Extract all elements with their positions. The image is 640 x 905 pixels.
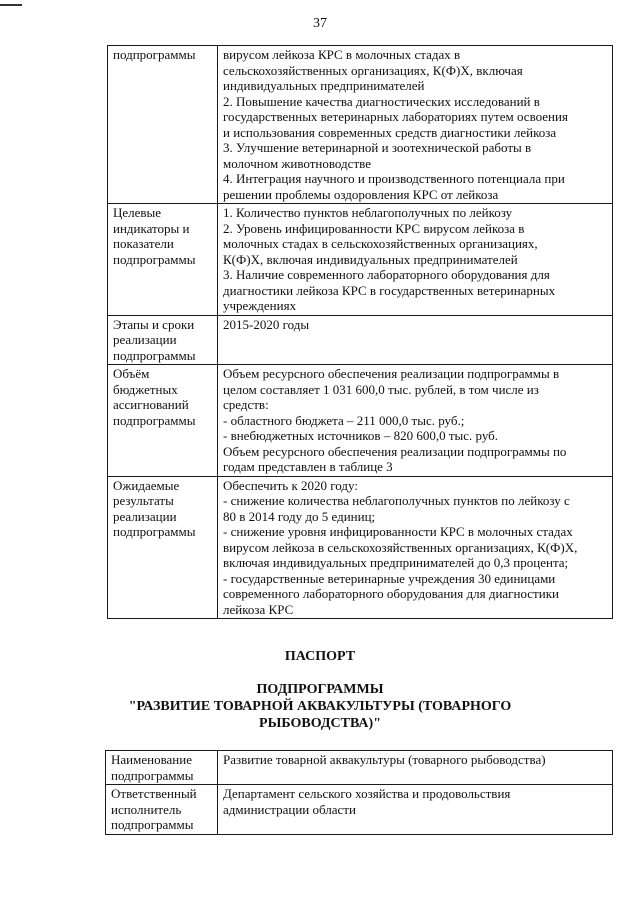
table-row xyxy=(106,751,613,785)
table-one-body xyxy=(108,46,613,619)
row-content-line: Департамент сельского хозяйства и продовольствия xyxy=(223,786,511,801)
row-label-cell xyxy=(108,365,218,477)
row-content-line: 3. Улучшение ветеринарной и зоотехнической работы в xyxy=(223,140,532,155)
table-row xyxy=(108,365,613,477)
row-label-line: подпрограммы xyxy=(111,767,194,783)
row-label-line: подпрограммы xyxy=(113,524,196,539)
subprogram-title xyxy=(0,681,640,732)
row-label-line: индикаторы и xyxy=(113,220,190,236)
row-content-line: - снижение количества неблагополучных пунктов по лейкозу с xyxy=(223,493,570,508)
row-content-cell xyxy=(218,785,613,835)
passport-title: ПАСПОРТ xyxy=(284,649,356,664)
row-content-line: целом составляет 1 031 600,0 тыс. рублей, в том числе из xyxy=(223,381,539,397)
row-content-line: сельскохозяйственных организациях, К(Ф)Х, включая xyxy=(223,62,523,78)
row-content-line: современного лабораторного оборудования для диагностики xyxy=(223,586,559,601)
row-content-line: 80 в 2014 году до 5 единиц; xyxy=(223,508,376,524)
row-label-line: подпрограммы xyxy=(113,347,196,363)
row-content-line: - внебюджетных источников – 820 600,0 тыс. руб. xyxy=(223,428,499,443)
row-content-line: - снижение уровня инфицированности КРС в молочных стадах xyxy=(223,524,573,539)
row-label-line: Целевые xyxy=(113,205,162,220)
row-content-line: Развитие товарной аквакультуры (товарного рыбоводства) xyxy=(223,752,546,767)
row-content-line: К(Ф)Х, включая индивидуальных предпринимателей xyxy=(223,251,518,267)
row-label-line: подпрограммы xyxy=(113,412,196,428)
row-label-cell xyxy=(108,46,218,204)
row-content-line: - областного бюджета – 211 000,0 тыс. руб.; xyxy=(223,412,465,428)
row-content-cell xyxy=(218,46,613,204)
row-content-line: диагностики лейкоза КРС в государственных ветеринарных xyxy=(223,282,556,298)
subprogram-title-line: ПОДПРОГРАММЫ xyxy=(256,682,384,697)
table-row xyxy=(108,476,613,619)
row-content-line: - государственные ветеринарные учреждения 30 единицами xyxy=(223,570,556,586)
row-label-cell xyxy=(108,204,218,316)
row-content-line: лейкоза КРС xyxy=(223,601,294,617)
subprogram-title-line: РЫБОВОДСТВА)" xyxy=(259,716,381,731)
row-content-cell xyxy=(218,204,613,316)
row-content-line: Обеспечить к 2020 году: xyxy=(223,477,358,493)
row-content-cell xyxy=(218,476,613,619)
table-row xyxy=(108,46,613,204)
row-label-cell xyxy=(106,785,218,835)
page-number: 37 xyxy=(313,16,327,31)
row-content-line: и использования современных средств диагностики лейкоза xyxy=(223,124,557,140)
row-label-line: Этапы и сроки xyxy=(113,316,195,332)
row-content-line: учреждениях xyxy=(223,298,297,313)
row-content-line: Объем ресурсного обеспечения реализации подпрограммы в xyxy=(223,366,560,381)
row-content-cell xyxy=(218,751,613,785)
row-content-line: вирусом лейкоза КРС в молочных стадах в xyxy=(223,47,461,62)
row-content-line: Объем ресурсного обеспечения реализации подпрограммы по xyxy=(223,443,567,459)
row-label-line: Объём xyxy=(113,366,150,381)
row-content-line: молочных стадах в сельскохозяйственных организациях, xyxy=(223,236,538,251)
row-label-line: ассигнований xyxy=(113,397,189,412)
aquaculture-passport-table xyxy=(105,750,613,835)
row-content-line: включая индивидуальных предпринимателей до 0,3 процента; xyxy=(223,555,569,570)
row-label-cell xyxy=(108,476,218,619)
row-label-line: Ответственный xyxy=(111,786,197,801)
row-content-line: средств: xyxy=(223,397,269,412)
row-label-line: подпрограммы xyxy=(113,47,196,62)
row-content-line: годам представлен в таблице 3 xyxy=(223,459,393,474)
row-label-line: Ожидаемые xyxy=(113,477,180,493)
row-content-cell xyxy=(218,315,613,365)
row-label-line: реализации xyxy=(113,332,177,347)
row-content-line: 1. Количество пунктов неблагополучных по лейкозу xyxy=(223,205,513,220)
row-content-line: вирусом лейкоза в сельскохозяйственных организациях, К(Ф)Х, xyxy=(223,539,578,555)
row-content-line: 3. Наличие современного лабораторного оборудования для xyxy=(223,267,550,282)
row-content-line: решении проблемы оздоровления КРС от лейкоза xyxy=(223,186,499,202)
row-label-line: реализации xyxy=(113,508,177,524)
row-content-line: 4. Интеграция научного и производственного потенциала при xyxy=(223,171,565,186)
row-content-line: государственных ветеринарных лабораториях путем освоения xyxy=(223,109,568,124)
row-label-line: подпрограммы xyxy=(113,251,196,267)
row-content-line: 2. Уровень инфицированности КРС вирусом лейкоза в xyxy=(223,220,525,236)
row-content-line: администрации области xyxy=(223,801,356,817)
row-content-line: молочном животноводстве xyxy=(223,155,371,171)
row-label-cell xyxy=(108,315,218,365)
row-label-cell xyxy=(106,751,218,785)
table-row xyxy=(106,785,613,835)
subprogram-passport-table-continued xyxy=(107,45,613,619)
row-label-line: результаты xyxy=(113,493,174,508)
row-label-line: бюджетных xyxy=(113,381,178,397)
row-content-cell xyxy=(218,365,613,477)
row-label-line: показатели xyxy=(113,236,174,251)
row-content-line: 2. Повышение качества диагностических исследований в xyxy=(223,93,540,109)
row-label-line: Наименование xyxy=(111,752,192,767)
scan-corner-mark xyxy=(0,4,22,6)
row-label-line: исполнитель xyxy=(111,801,182,817)
row-content-line: индивидуальных предпринимателей xyxy=(223,78,425,93)
table-row xyxy=(108,315,613,365)
row-label-line: подпрограммы xyxy=(111,817,194,832)
table-two-body xyxy=(106,751,613,835)
table-row xyxy=(108,204,613,316)
subprogram-title-line: "РАЗВИТИЕ ТОВАРНОЙ АКВАКУЛЬТУРЫ (ТОВАРНОГО xyxy=(128,699,512,714)
row-content-line: 2015-2020 годы xyxy=(223,316,310,332)
